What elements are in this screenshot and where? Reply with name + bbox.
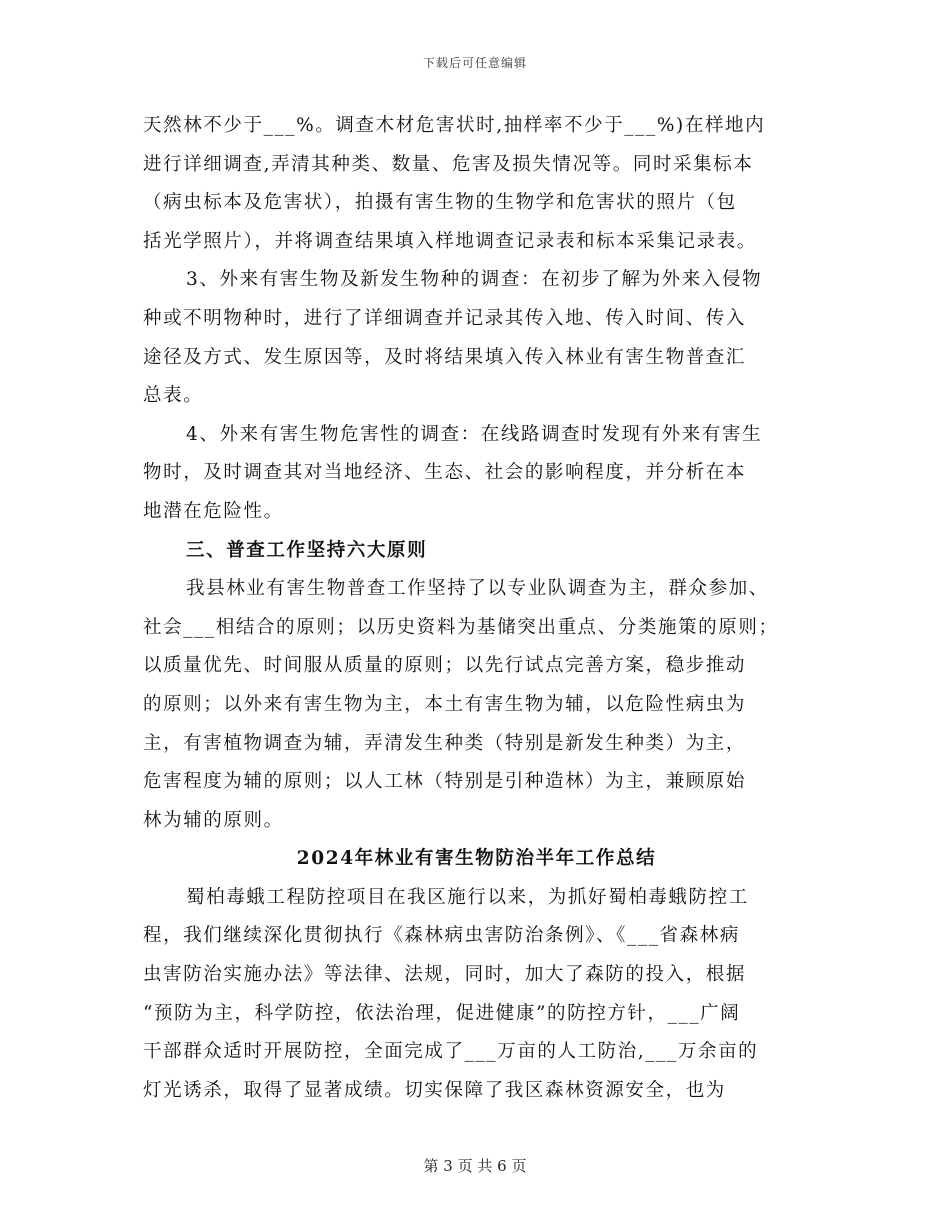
body-line: 的原则；以外来有害生物为主，本土有害生物为辅，以危险性病虫为 — [143, 693, 747, 715]
document-title: 2024年林业有害生物防治半年工作总结 — [296, 848, 657, 870]
body-line: （病虫标本及危害状），拍摄有害生物的生物学和危害状的照片（包 — [143, 192, 737, 214]
body-line: 以质量优先、时间服从质量的原则；以先行试点完善方案，稳步推动 — [143, 655, 747, 677]
body-line: “预防为主，科学防控，依法治理，促进健康”的防控方针，___广阔 — [143, 1002, 741, 1024]
body-line: 干部群众适时开展防控，全面完成了___万亩的人工防治,___万余亩的 — [143, 1041, 759, 1063]
body-line: 地潜在危险性。 — [143, 500, 284, 522]
body-line: 蜀柏毒蛾工程防控项目在我区施行以来，为抓好蜀柏毒蛾防控工 — [186, 886, 749, 908]
body-line: 灯光诱杀，取得了显著成绩。切实保障了我区森林资源安全，也为 — [143, 1079, 726, 1101]
body-line: 林为辅的原则。 — [143, 809, 284, 831]
document-body — [143, 107, 810, 1110]
body-line: 天然林不少于___%。调查木材危害状时,抽样率不少于___%)在样地内 — [143, 115, 766, 136]
body-line: 主，有害植物调查为辅，弄清发生种类（特别是新发生种类）为主， — [143, 732, 747, 754]
body-line: 程，我们继续深化贯彻执行《森林病虫害防治条例》、《___省森林病 — [143, 925, 740, 947]
body-line: 虫害防治实施办法》等法律、法规，同时，加大了森防的投入，根据 — [143, 964, 747, 986]
body-line: 4、外来有害生物危害性的调查：在线路调查时发现有外来有害生 — [186, 423, 763, 445]
page-header: 下载后可任意编辑 — [422, 56, 527, 70]
body-line: 括光学照片），并将调查结果填入样地调查记录表和标本采集记录表。 — [143, 230, 757, 252]
body-line: 途径及方式、发生原因等，及时将结果填入传入林业有害生物普查汇 — [143, 346, 747, 368]
body-line: 危害程度为辅的原则；以人工林（特别是引种造林）为主，兼顾原始 — [143, 771, 747, 793]
body-line: 种或不明物种时，进行了详细调查并记录其传入地、传入时间、传入 — [143, 307, 747, 329]
body-line: 我县林业有害生物普查工作坚持了以专业队调查为主，群众参加、 — [186, 578, 769, 600]
body-line: 进行详细调查,弄清其种类、数量、危害及损失情况等。同时采集标本 — [143, 153, 754, 175]
page-footer: 第 3 页 共 6 页 — [423, 1157, 527, 1175]
body-line: 社会___相结合的原则；以历史资料为基储突出重点、分类施策的原则； — [143, 616, 779, 638]
section-heading: 三、普查工作坚持六大原则 — [186, 539, 428, 561]
body-line: 物时，及时调查其对当地经济、生态、社会的影响程度，并分析在本 — [143, 462, 747, 484]
body-line: 3、外来有害生物及新发生物种的调查：在初步了解为外来入侵物 — [186, 269, 763, 291]
body-line: 总表。 — [143, 385, 204, 407]
